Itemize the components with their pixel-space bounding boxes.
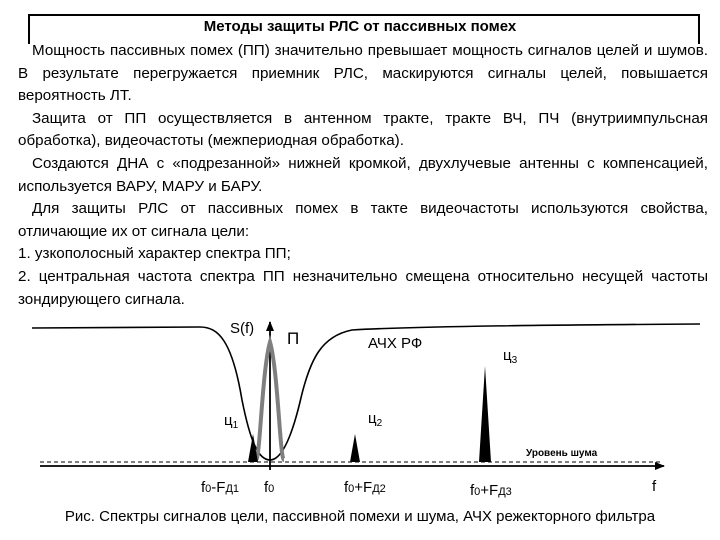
paragraph-power: Мощность пассивных помех (ПП) значительно превышает мощность сигналов целей и шумов. В результате перегружается приемник РЛС, маскируются сигналы целей, повышается вероятность ЛТ. [18, 42, 708, 105]
x-axis-label: f [652, 478, 657, 495]
target-3-spectrum [479, 366, 491, 462]
target-2-label: $ц_2$ [368, 410, 383, 429]
noise-level-label: Уровень шума [526, 448, 598, 459]
filter-response-label: АЧХ РФ [368, 335, 423, 352]
target-2-spectrum [350, 434, 360, 462]
figure-caption: Рис. Спектры сигналов цели, пассивной помехи и шума, АЧХ режекторного фильтра [64, 508, 656, 525]
filter-response-curve [32, 324, 700, 460]
y-axis-label: S(f) [230, 320, 255, 337]
target-3-label: $ц_3$ [503, 347, 518, 366]
tick-f0-minus-fd1: f0-FД1 [201, 479, 240, 496]
target-1-label: $ц_1$ [224, 412, 239, 431]
paragraph-antenna: Создаются ДНА с «подрезанной» нижней кромкой, двухлучевые антенны с компенсацией, используется ВАРУ, МАРУ и БАРУ. [18, 154, 708, 195]
paragraph-video: Для защиты РЛС от пассивных помех в такте видеочастоты используются свойства, отличающие их от сигнала цели: [18, 200, 708, 240]
spectrum-figure [0, 310, 720, 508]
clutter-label: П [287, 329, 300, 348]
list-item-2: 2. центральная частота спектра ПП незначительно смещена относительно несущей частоты зондирующего сигнала. [18, 267, 708, 308]
tick-f0-plus-fd2: f0+FД2 [344, 479, 386, 496]
slide-title: Методы защиты РЛС от пассивных помех [203, 18, 517, 35]
tick-f0: f0 [264, 479, 275, 496]
paragraph-protection: Защита от ПП осуществляется в антенном тракте, тракте ВЧ, ПЧ (внутриимпульсная обработка), видеочастоты (межпериодная обработка). [18, 109, 708, 150]
title-rule [28, 14, 700, 16]
list-item-1: 1. узкополосный характер спектра ПП; [18, 245, 291, 263]
body-text [18, 40, 708, 311]
tick-f0-plus-fd3: f0+FД3 [470, 482, 512, 499]
